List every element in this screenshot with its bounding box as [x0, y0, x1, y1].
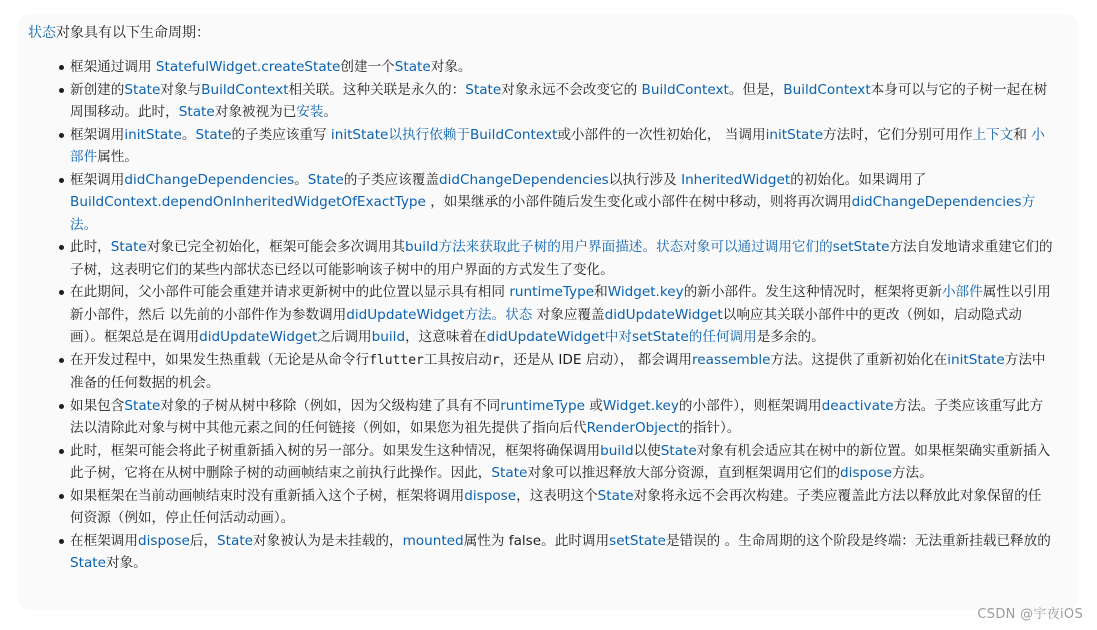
- doc-link[interactable]: State: [124, 81, 161, 98]
- doc-link[interactable]: initState以执行依赖于BuildContext: [330, 126, 558, 143]
- text-segment: 的小部件），则框架调用: [678, 397, 822, 414]
- doc-link[interactable]: State: [307, 171, 344, 188]
- text-segment: 对象将永远不会再次构建。子类应覆盖此方法以释放此对象保留的任何资源（例如，停止任何活动动画）。: [70, 487, 1042, 526]
- doc-link[interactable]: BuildContext: [783, 81, 871, 98]
- text-segment: 方法时，它们分别可用作: [823, 126, 973, 143]
- doc-link[interactable]: 小部件: [70, 126, 1045, 165]
- text-segment: ，如果继承的小部件随后发生变化或小部件在树中移动，则将再次调用: [425, 194, 852, 210]
- doc-link[interactable]: BuildContext: [201, 81, 289, 98]
- text-segment: 的子类应该重写: [231, 126, 331, 143]
- text-segment: 相关联。这种关联是永久的：: [288, 81, 466, 98]
- text-segment: 。: [181, 126, 196, 143]
- doc-link[interactable]: setState: [609, 532, 666, 549]
- text-segment: 对象被认为是未挂载的，: [253, 532, 403, 549]
- doc-link[interactable]: didUpdateWidget方法。状态: [346, 306, 533, 323]
- doc-link[interactable]: State: [465, 81, 502, 98]
- doc-link[interactable]: 小部件: [941, 284, 983, 300]
- doc-link[interactable]: didChangeDependencies方法。: [70, 194, 1036, 233]
- text-segment: 后，: [189, 532, 218, 549]
- list-item: [70, 395, 1068, 440]
- text-segment: 对象应覆盖: [532, 306, 605, 323]
- doc-link[interactable]: didChangeDependencies: [438, 171, 609, 188]
- text-segment: 对象被视为已: [214, 104, 297, 120]
- text-segment: 。但是，: [728, 81, 784, 98]
- text-segment: 或: [584, 397, 603, 414]
- doc-link[interactable]: 安装: [296, 104, 324, 120]
- doc-link[interactable]: State: [124, 397, 161, 414]
- text-segment: 以响应其关联小部件中的更改（例如，启动隐式动画）。框架总是在调用: [70, 306, 1022, 345]
- list-item: [70, 485, 1068, 530]
- text-segment: 创建一个: [340, 59, 395, 75]
- text-segment: 在框架调用: [70, 532, 138, 549]
- doc-link[interactable]: 上下文: [972, 126, 1014, 143]
- doc-link[interactable]: State: [491, 465, 528, 481]
- doc-link[interactable]: build: [371, 329, 406, 345]
- text-segment: 属性以引用新小部件，然后 以先前的小部件作为参数调用: [70, 284, 1051, 323]
- text-segment: 对象。: [430, 59, 472, 75]
- text-segment: 方法中准备的任何数据的机会。: [70, 351, 1046, 391]
- text-segment: 此时，: [70, 239, 111, 255]
- text-segment: 工具按启动: [423, 351, 492, 368]
- doc-link[interactable]: initState: [765, 126, 824, 143]
- lifecycle-list: [28, 56, 1068, 575]
- doc-link[interactable]: State: [178, 104, 215, 120]
- text-segment: 和: [594, 284, 608, 300]
- text-segment: 或小部件的一次性初始化， 当调用: [557, 126, 766, 143]
- doc-link[interactable]: dispose: [464, 487, 517, 504]
- doc-link[interactable]: deactivate: [821, 397, 894, 414]
- doc-link[interactable]: State: [195, 126, 232, 143]
- state-link[interactable]: 状态: [28, 25, 56, 41]
- text-segment: 对象有机会适应其在树中的新位置。如果框架确实重新插入此子树，它将在从树中删除子树的动画帧结束之前执行此操作。因此，: [70, 442, 1051, 481]
- text-segment: ，还是从 IDE 启动）， 都会调用: [499, 351, 693, 368]
- text-segment: 。: [323, 104, 338, 120]
- text-segment: 对象已完全初始化，框架可能会多次调用其: [146, 239, 406, 255]
- doc-link[interactable]: State: [394, 59, 431, 75]
- doc-link[interactable]: initState: [124, 126, 182, 143]
- text-segment: 新创建的: [70, 81, 125, 98]
- text-segment: 方法。这提供了重新初始化在: [770, 351, 948, 368]
- doc-link[interactable]: BuildContext: [641, 81, 729, 98]
- text-segment: 对象永远不会改变它的: [501, 81, 642, 98]
- text-segment: 对象可以推迟释放大部分资源，直到框架调用它们的: [527, 465, 841, 481]
- text-segment: 属性。: [97, 149, 138, 165]
- inline-code: r: [491, 352, 500, 368]
- doc-link[interactable]: reassemble: [692, 351, 771, 368]
- text-segment: 的指针）。: [679, 420, 741, 436]
- text-segment: 以执行涉及: [608, 171, 682, 188]
- doc-link[interactable]: State: [217, 532, 254, 549]
- list-item: [70, 236, 1068, 281]
- text-segment: 方法自发地请求重建它们的子树，这表明它们的某些内部状态已经以可能影响该子树中的用户界面的方式发生了变化。: [70, 239, 1053, 278]
- list-item: [70, 124, 1068, 169]
- watermark: CSDN @宇夜iOS: [977, 607, 1083, 622]
- text-segment: 之后调用: [317, 329, 372, 345]
- doc-link[interactable]: didUpdateWidget中对setState的任何调用: [486, 329, 757, 345]
- text-segment: 此时，框架可能会将此子树重新插入树的另一部分。如果发生这种情况，框架将确保调用: [70, 442, 601, 459]
- doc-link[interactable]: Widget.key: [607, 284, 684, 300]
- doc-link[interactable]: build方法来获取此子树的用户界面描述。状态对象可以通过调用它们的setState: [405, 239, 890, 255]
- doc-link[interactable]: dispose: [840, 465, 892, 481]
- doc-link[interactable]: runtimeType: [509, 284, 595, 300]
- intro-text: 对象具有以下生命周期：: [56, 25, 210, 41]
- list-item: [70, 169, 1068, 237]
- doc-link[interactable]: didChangeDependencies: [124, 171, 295, 188]
- text-segment: 是错误的 。生命周期的这个阶段是终端：无法重新挂载已释放的: [665, 532, 1051, 549]
- intro-paragraph: [28, 22, 1068, 44]
- list-item: [70, 281, 1068, 349]
- text-segment: 对象的子树从树中移除（例如，因为父级构建了具有不同: [160, 397, 501, 414]
- doc-link[interactable]: Widget.key: [602, 397, 679, 414]
- doc-link[interactable]: BuildContext.dependOnInheritedWidgetOfExactType: [70, 194, 426, 210]
- list-item: [70, 530, 1068, 575]
- text-segment: 的初始化。如果调用了: [790, 171, 927, 188]
- inline-code: flutter: [369, 352, 424, 368]
- doc-link[interactable]: runtimeType: [500, 397, 585, 414]
- text-segment: 本身可以与它的子树一起在树周围移动。此时，: [70, 81, 1048, 120]
- text-segment: 在开发过程中，如果发生热重载（无论是从命令行: [70, 351, 370, 368]
- doc-link[interactable]: build: [600, 442, 634, 459]
- text-segment: ，这表明这个: [516, 487, 598, 504]
- text-segment: 的子类应该覆盖: [343, 171, 439, 188]
- doc-link[interactable]: State: [597, 487, 634, 504]
- content-card: [18, 14, 1078, 610]
- text-segment: 框架调用: [70, 126, 125, 143]
- text-segment: 框架通过调用: [70, 59, 156, 75]
- list-item: [70, 56, 1068, 79]
- text-segment: 框架调用: [70, 171, 125, 188]
- text-segment: 如果包含: [70, 397, 125, 414]
- text-segment: 属性为 false。此时调用: [463, 532, 610, 549]
- text-segment: ，这意味着在: [405, 329, 487, 345]
- text-segment: 对象与: [160, 81, 202, 98]
- doc-link[interactable]: StatefulWidget.createState: [155, 59, 341, 75]
- text-segment: 方法。: [891, 465, 933, 481]
- doc-link[interactable]: mounted: [402, 532, 464, 549]
- doc-link[interactable]: didUpdateWidget: [199, 329, 318, 345]
- doc-link[interactable]: State: [70, 555, 106, 571]
- text-segment: 方法。子类应该重写此方法以清除此对象与树中其他元素之间的任何链接（例如，如果您为祖先提供了指向后代: [70, 397, 1044, 436]
- text-segment: 的新小部件。发生这种情况时，框架将更新: [683, 284, 942, 300]
- text-segment: 和: [1013, 126, 1032, 143]
- text-segment: 对象。: [105, 555, 147, 571]
- list-item: [70, 79, 1068, 124]
- doc-link[interactable]: dispose: [137, 532, 190, 549]
- doc-link[interactable]: State: [110, 239, 147, 255]
- text-segment: 在此期间，父小部件可能会重建并请求更新树中的此位置以显示具有相同: [70, 284, 510, 300]
- text-segment: 如果框架在当前动画帧结束时没有重新插入这个子树，框架将调用: [70, 487, 465, 504]
- doc-link[interactable]: State: [660, 442, 697, 459]
- doc-link[interactable]: didUpdateWidget: [604, 306, 723, 323]
- doc-link[interactable]: RenderObject: [586, 420, 680, 436]
- doc-link[interactable]: InheritedWidget: [681, 171, 791, 188]
- text-segment: 是多余的。: [756, 329, 825, 345]
- list-item: [70, 349, 1068, 395]
- list-item: [70, 440, 1068, 485]
- doc-link[interactable]: initState: [947, 351, 1005, 368]
- text-segment: 以使: [633, 442, 661, 459]
- text-segment: 。: [294, 171, 308, 188]
